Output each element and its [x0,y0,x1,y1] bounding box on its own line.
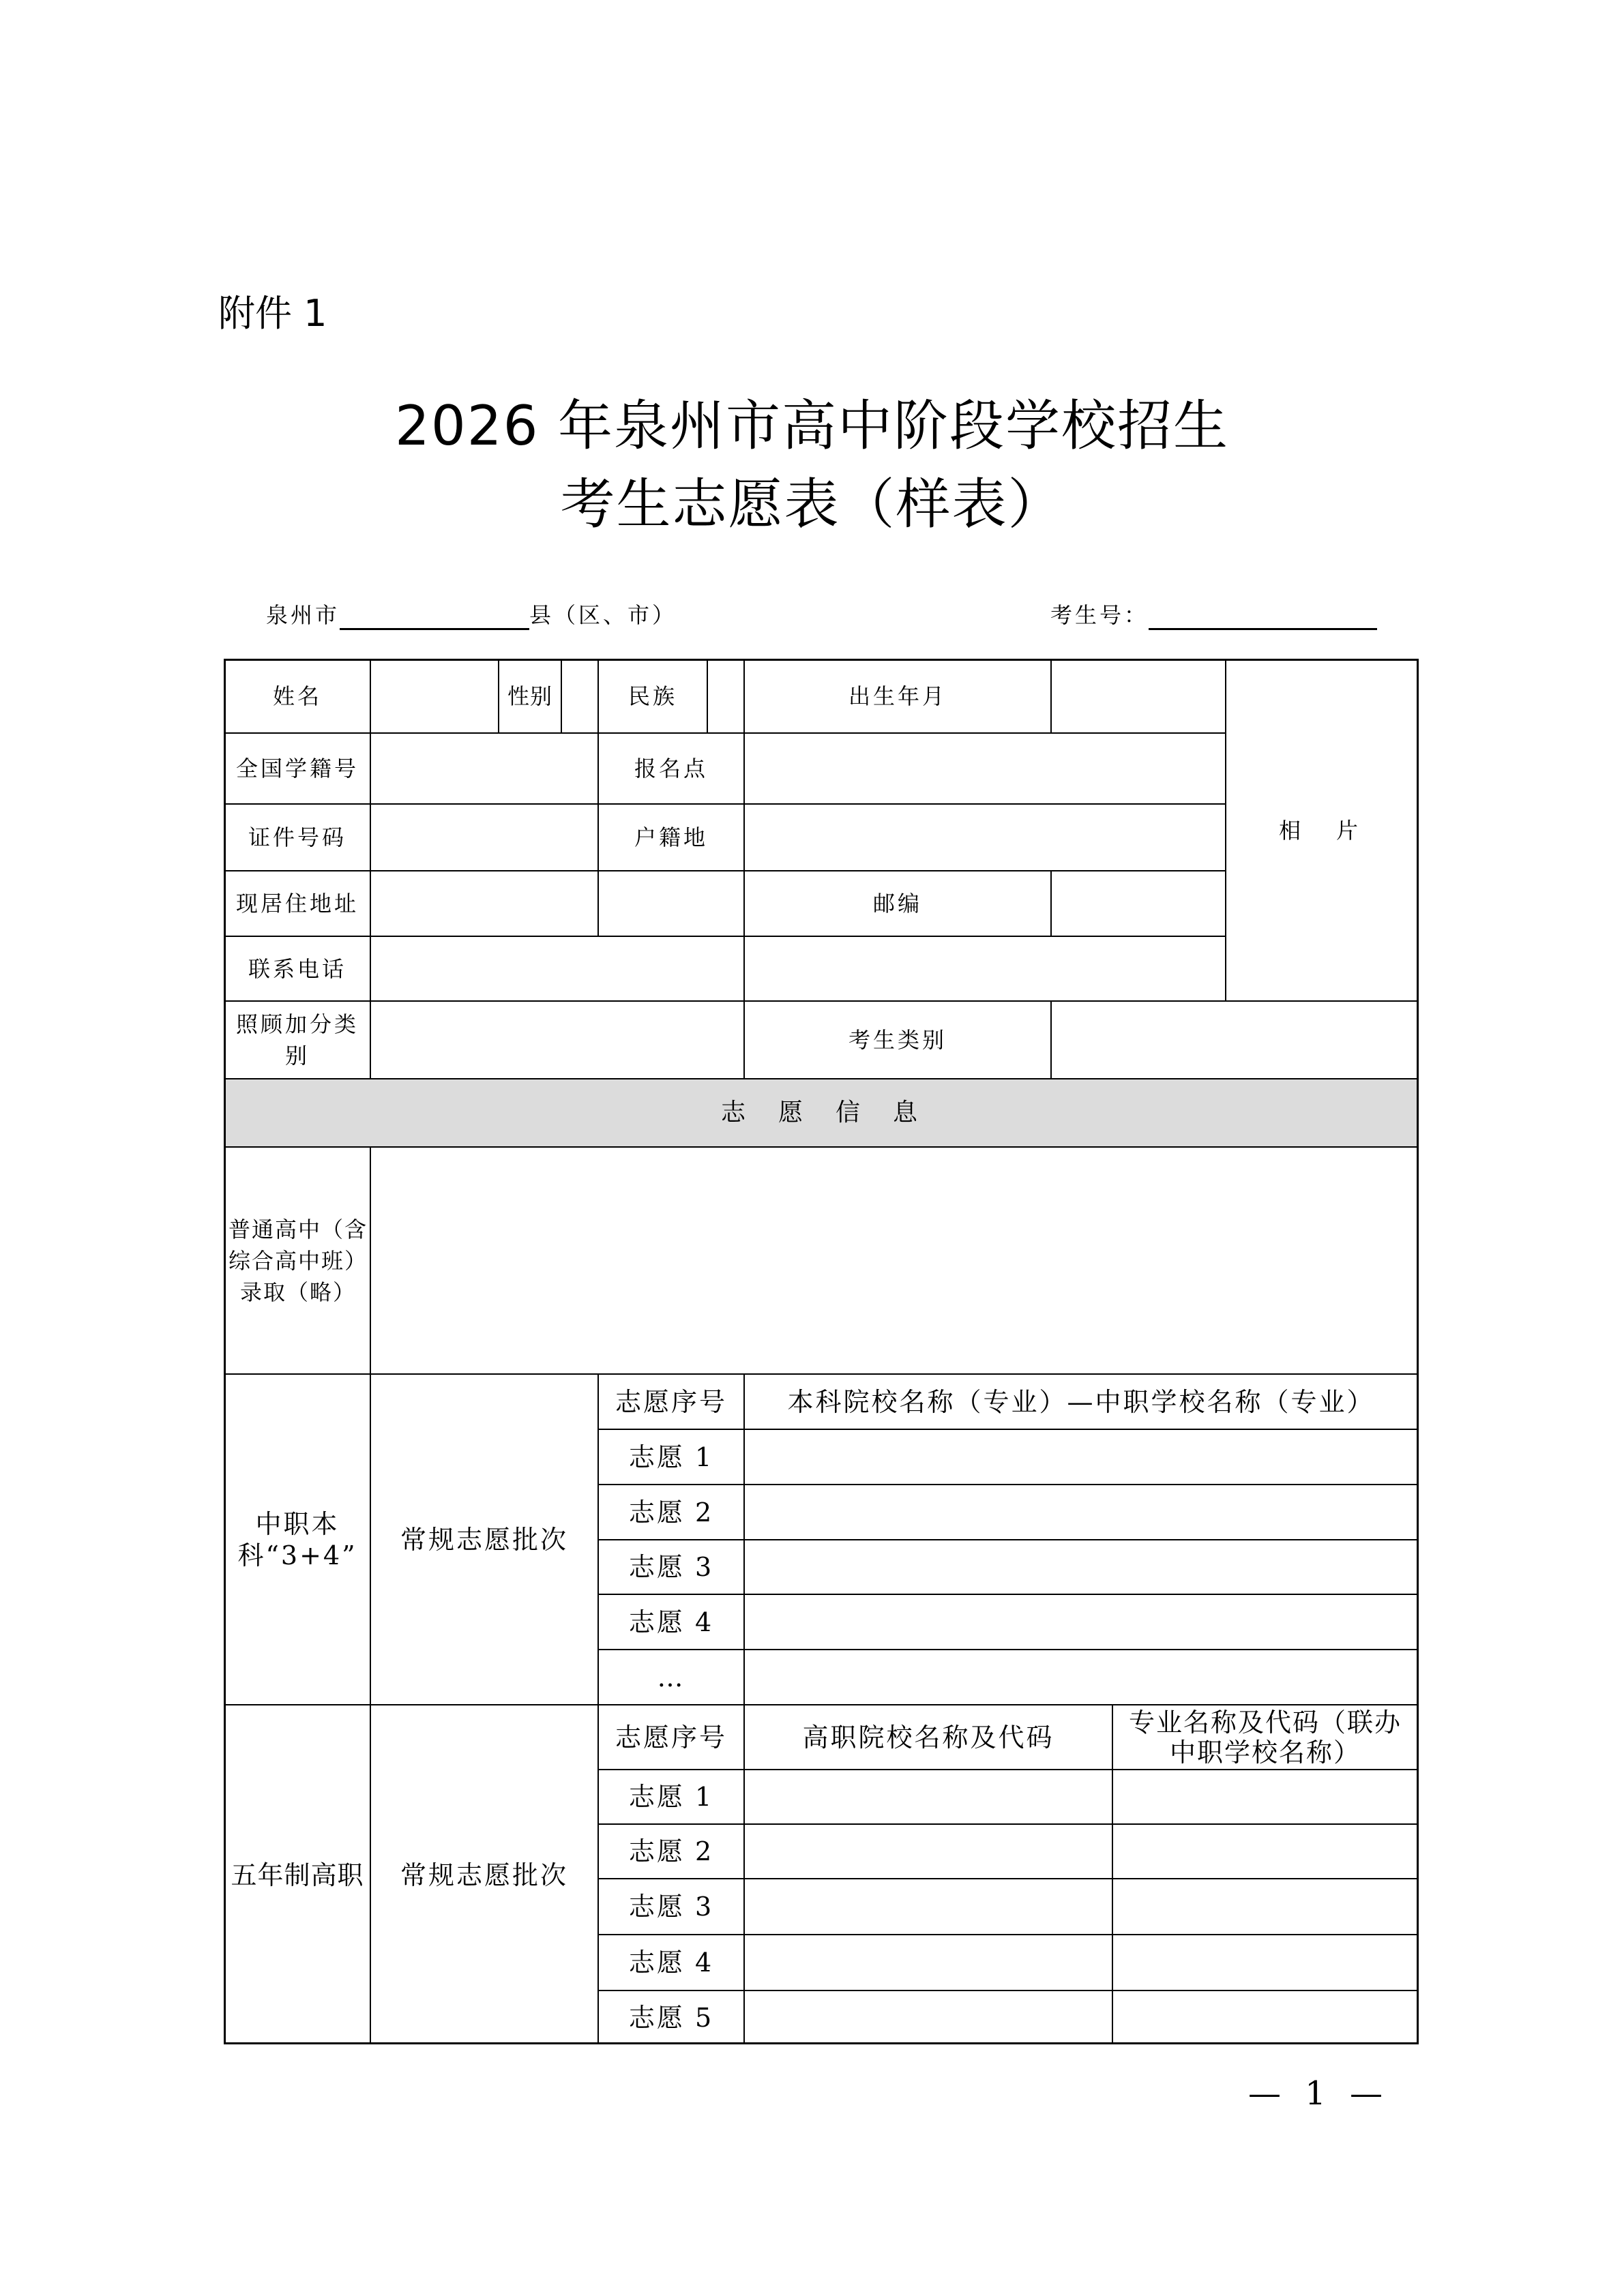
id-number-field[interactable] [371,805,597,870]
vocational-34-col-school: 本科院校名称（专业）—中职学校名称（专业） [787,1386,1375,1417]
hukou-label: 户籍地 [634,824,708,850]
form-title-line1: 2026 年泉州市高中阶段学校招生 [394,394,1230,458]
five-year-school-field[interactable] [745,1879,1112,1934]
vocational-34-choice-field[interactable] [745,1595,1417,1649]
student-type-label: 考生类别 [848,1027,947,1053]
vocational-34-choice-field[interactable] [745,1430,1417,1484]
five-year-row-label: 志愿 5 [628,2003,714,2033]
five-year-school-field[interactable] [745,1935,1112,1990]
exam-number-header [1050,600,1377,630]
birth-label: 出生年月 [848,683,947,709]
city-prefix: 泉州市 [266,602,340,628]
postcode-field[interactable] [1052,871,1225,936]
five-year-school-field[interactable] [745,1770,1112,1823]
ethnicity-label: 民族 [628,683,677,709]
ethnicity-field[interactable] [708,660,743,732]
county-blank[interactable] [340,603,529,630]
bonus-type-field[interactable] [371,1002,743,1078]
general-hs-field [371,1148,1417,1373]
postcode-label: 邮编 [872,891,922,916]
student-id-field[interactable] [371,734,597,803]
vocational-34-row-label: … [657,1662,685,1693]
five-year-label: 五年制高职 [231,1860,364,1890]
page-number: — 1 — [1248,2074,1390,2113]
five-year-school-field[interactable] [745,1991,1112,2044]
vocational-34-choice-field[interactable] [745,1485,1417,1539]
five-year-major-field[interactable] [1113,1935,1417,1990]
birth-field[interactable] [1052,660,1225,732]
five-year-row-label: 志愿 2 [628,1836,714,1866]
form-title-line2: 考生志愿表（样表） [560,473,1064,536]
vocational-34-label: 中职本科“3+4” [237,1508,357,1570]
address-field[interactable] [371,871,743,936]
county-suffix: 县（区、市） [529,602,677,628]
general-hs-label: 普通高中（含综合高中班）录取（略） [228,1216,368,1305]
vocational-34-choice-field[interactable] [745,1540,1417,1594]
student-type-field[interactable] [1052,1002,1417,1078]
five-year-major-field[interactable] [1113,1825,1417,1878]
five-year-row-label: 志愿 3 [628,1892,714,1922]
vocational-34-choice-field[interactable] [745,1650,1417,1704]
exam-number-label: 考生号： [1050,602,1149,628]
vocational-34-row-label: 志愿 2 [628,1497,714,1527]
five-year-row-label: 志愿 4 [628,1948,714,1978]
vocational-34-row-label: 志愿 3 [628,1552,714,1582]
reg-site-label: 报名点 [634,756,708,781]
hukou-field[interactable] [745,805,1225,870]
phone-field[interactable] [371,937,1225,1000]
five-year-col-major: 专业名称及代码（联办中职学校名称） [1128,1707,1402,1768]
name-label: 姓名 [272,683,322,709]
gender-label: 性别 [507,683,552,709]
county-header [266,600,677,630]
five-year-major-field[interactable] [1113,1991,1417,2044]
address-label: 现居住地址 [235,891,359,916]
student-id-label: 全国学籍号 [235,756,359,781]
photo-box[interactable]: 相 片 [1278,817,1365,844]
vocational-34-row-label: 志愿 1 [628,1442,714,1472]
section-title: 志 愿 信 息 [720,1099,921,1127]
name-field[interactable] [371,660,498,732]
five-year-major-field[interactable] [1113,1879,1417,1934]
five-year-col-no: 志愿序号 [615,1722,727,1753]
five-year-col-school: 高职院校名称及代码 [802,1722,1054,1753]
five-year-batch: 常规志愿批次 [400,1860,568,1890]
five-year-row-label: 志愿 1 [628,1782,714,1812]
vocational-34-col-no: 志愿序号 [615,1386,727,1417]
exam-number-blank[interactable] [1149,603,1377,630]
attachment-label: 附件 1 [218,292,327,335]
phone-label: 联系电话 [248,955,346,982]
vocational-34-batch: 常规志愿批次 [400,1524,568,1555]
five-year-major-field[interactable] [1113,1770,1417,1823]
five-year-school-field[interactable] [745,1825,1112,1878]
gender-field[interactable] [562,660,597,732]
id-number-label: 证件号码 [248,824,346,850]
vocational-34-row-label: 志愿 4 [628,1607,714,1637]
bonus-type-label: 照顾加分类别 [235,1011,359,1069]
reg-site-field[interactable] [745,734,1225,803]
